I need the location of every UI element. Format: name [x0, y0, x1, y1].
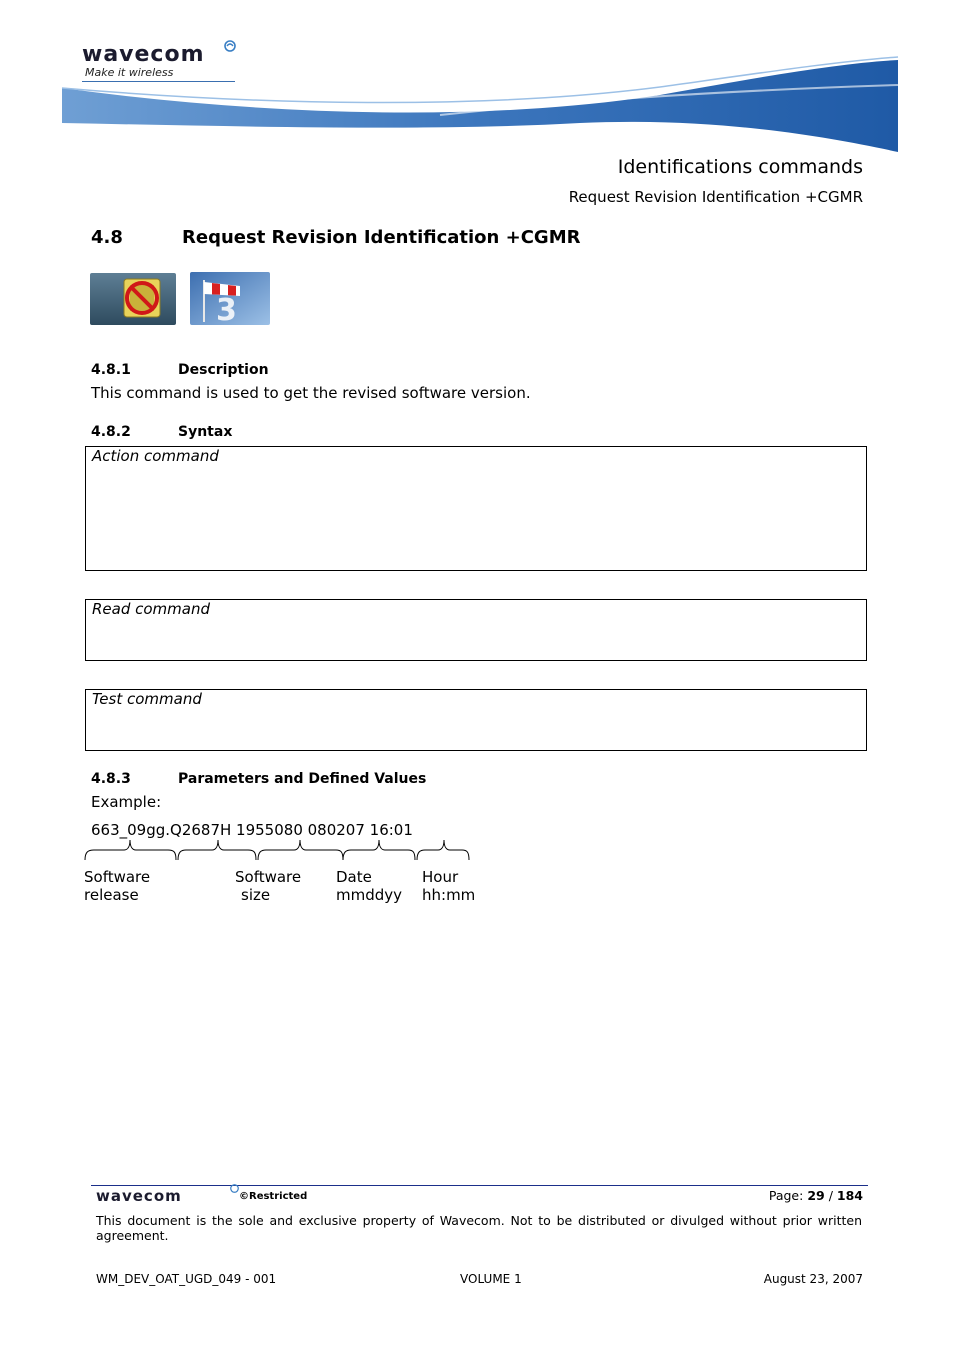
footer-date: August 23, 2007 — [763, 1272, 863, 1286]
sim-not-required-icon — [90, 273, 176, 325]
test-command-box — [85, 689, 867, 751]
footer-page-label: Page: — [768, 1188, 804, 1203]
annotation-software-release: Software release — [84, 868, 151, 904]
description-number: 4.8.1 — [91, 362, 131, 378]
action-command-label: Action command — [92, 447, 219, 465]
read-command-label: Read command — [92, 600, 211, 618]
section-number: 4.8 — [91, 227, 123, 248]
syntax-number: 4.8.2 — [91, 424, 131, 440]
brace-hour — [417, 840, 469, 860]
header-logo-text: wavecom — [82, 42, 205, 67]
logo-swirl-icon — [224, 40, 236, 52]
footer-logo-swirl-icon — [230, 1184, 239, 1193]
footer-logo-text: wavecom — [96, 1187, 182, 1205]
parameters-title: Parameters and Defined Values — [178, 771, 427, 787]
brace-build — [178, 840, 256, 860]
brace-date — [343, 840, 415, 860]
description-title: Description — [178, 362, 269, 378]
windsock-digit: 3 — [216, 293, 237, 325]
example-value: 663_09gg.Q2687H 1955080 080207 16:01 — [91, 821, 413, 839]
example-label: Example: — [91, 793, 162, 811]
annotation-date: Date mmddyy — [336, 868, 403, 904]
footer-volume: VOLUME 1 — [460, 1272, 522, 1286]
test-command-label: Test command — [92, 690, 202, 708]
windsock-icon — [190, 272, 270, 325]
footer-page-separator: / — [828, 1188, 833, 1203]
description-text: This command is used to get the revised software version. — [91, 384, 531, 402]
section-title: Request Revision Identification +CGMR — [182, 227, 581, 248]
footer-page-total: 184 — [836, 1188, 863, 1203]
footer-page-current: 29 — [807, 1188, 825, 1203]
header-title: Identifications commands — [617, 156, 863, 178]
parameters-number: 4.8.3 — [91, 771, 131, 787]
footer-rule — [91, 1185, 868, 1186]
brace-software-size — [258, 840, 343, 860]
brace-software-release — [85, 840, 176, 860]
example-braces — [80, 838, 480, 864]
annotation-hour: Hour hh:mm — [422, 868, 476, 904]
header-subtitle: Request Revision Identification +CGMR — [568, 188, 863, 206]
header-wave-banner — [60, 55, 900, 155]
footer-doc-ref: WM_DEV_OAT_UGD_049 - 001 — [96, 1272, 277, 1286]
annotation-software-size: Software size — [235, 868, 302, 904]
header-tagline: Make it wireless — [85, 66, 174, 79]
footer-notice: This document is the sole and exclusive property of Wavecom. Not to be distributed or divulged without prior written agreement. — [96, 1213, 862, 1243]
action-command-box — [85, 446, 867, 571]
syntax-title: Syntax — [178, 424, 233, 440]
footer-restricted: ©Restricted — [239, 1191, 308, 1202]
footer-page — [769, 1188, 863, 1203]
read-command-box — [85, 599, 867, 661]
